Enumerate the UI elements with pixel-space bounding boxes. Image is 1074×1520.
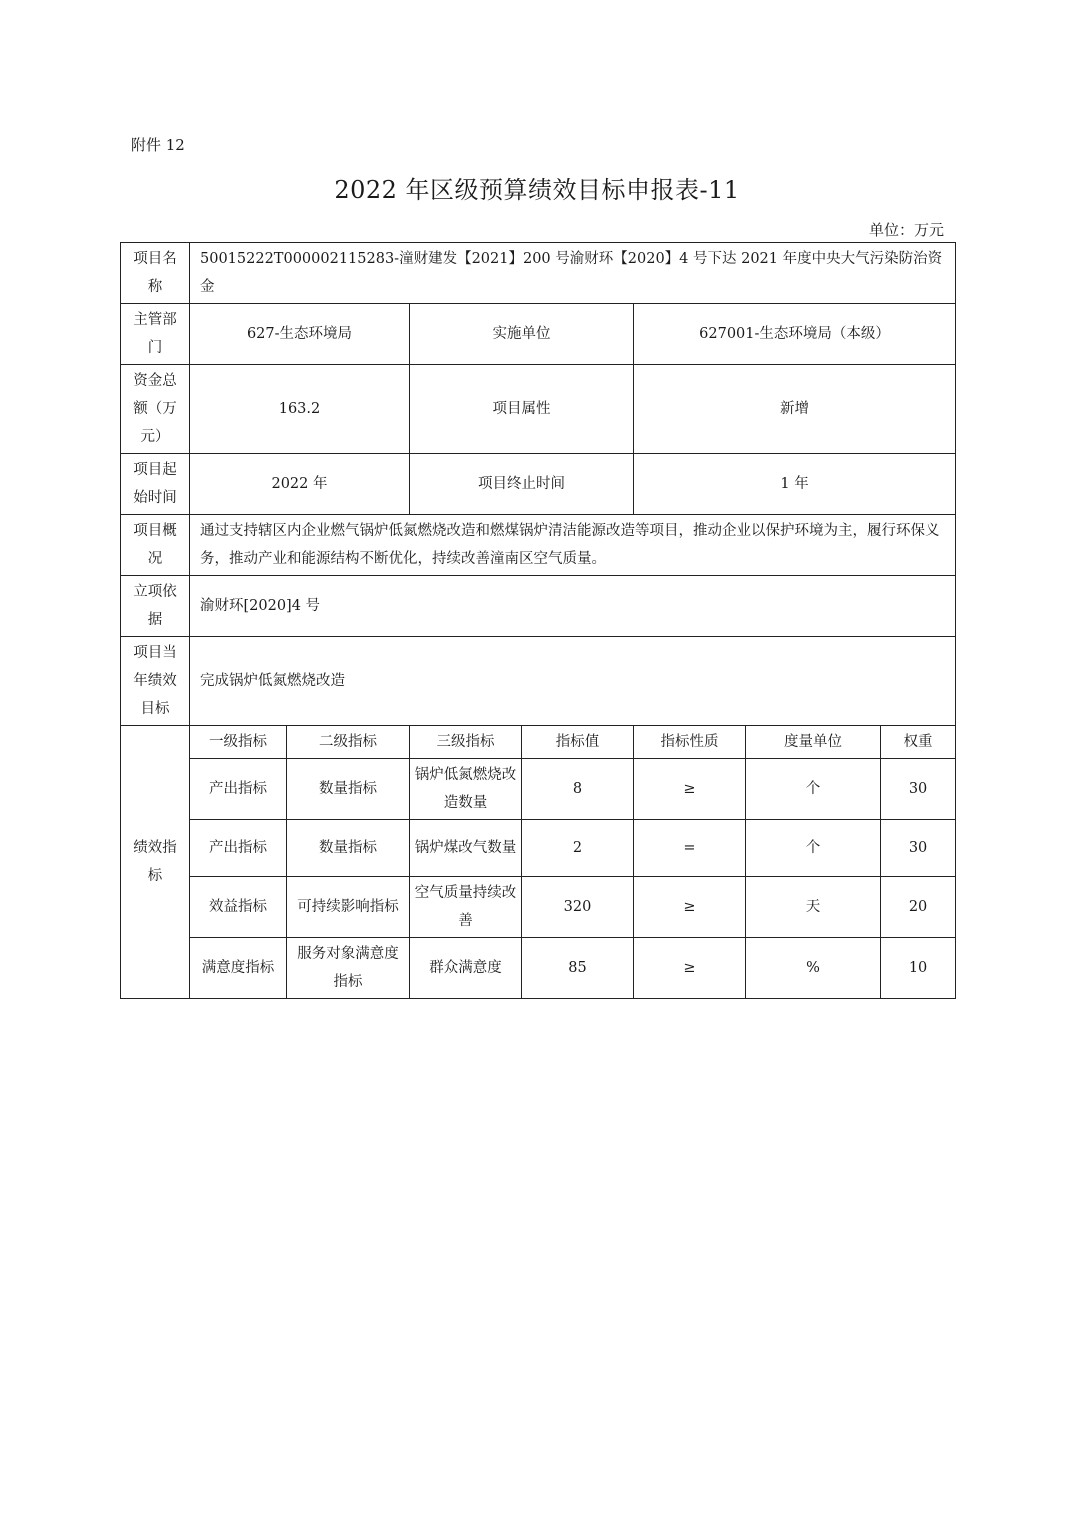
- overview-label: 项目概况: [121, 515, 190, 576]
- header-level2: 二级指标: [287, 726, 410, 759]
- indicator-level3: 空气质量持续改善: [410, 877, 522, 938]
- indicator-unit: 天: [746, 877, 881, 938]
- indicator-level2: 服务对象满意度指标: [287, 938, 410, 999]
- indicator-level3: 群众满意度: [410, 938, 522, 999]
- indicator-level2: 数量指标: [287, 759, 410, 820]
- fund-total-label: 资金总额（万元）: [121, 365, 190, 454]
- indicator-value: 8: [522, 759, 634, 820]
- indicator-level1: 满意度指标: [190, 938, 287, 999]
- indicator-weight: 10: [881, 938, 956, 999]
- indicator-level1: 产出指标: [190, 820, 287, 877]
- header-nature: 指标性质: [634, 726, 746, 759]
- indicator-unit: 个: [746, 759, 881, 820]
- header-level1: 一级指标: [190, 726, 287, 759]
- fund-total-value: 163.2: [190, 365, 410, 454]
- annual-goal-label: 项目当年绩效目标: [121, 637, 190, 726]
- end-time-value: 1 年: [634, 454, 956, 515]
- indicator-row: [121, 820, 956, 877]
- department-value: 627-生态环境局: [190, 304, 410, 365]
- header-level3: 三级指标: [410, 726, 522, 759]
- overview-value: 通过支持辖区内企业燃气锅炉低氮燃烧改造和燃煤锅炉清洁能源改造等项目，推动企业以保护环境为主，履行环保义务，推动产业和能源结构不断优化，持续改善潼南区空气质量。: [190, 515, 956, 576]
- row-project-time: [121, 454, 956, 515]
- start-time-label: 项目起始时间: [121, 454, 190, 515]
- page-title: 2022 年区级预算绩效目标申报表-11: [334, 176, 740, 204]
- row-fund-total: [121, 365, 956, 454]
- project-name-value: 50015222T000002115283-潼财建发【2021】200 号渝财环【2020】4 号下达 2021 年度中央大气污染防治资金: [190, 243, 956, 304]
- implementing-unit-label: 实施单位: [410, 304, 634, 365]
- indicators-label: 绩效指标: [121, 726, 190, 999]
- indicator-value: 85: [522, 938, 634, 999]
- row-project-name: [121, 243, 956, 304]
- department-label: 主管部门: [121, 304, 190, 365]
- indicator-row: [121, 877, 956, 938]
- start-time-value: 2022 年: [190, 454, 410, 515]
- indicator-nature: ≥: [634, 759, 746, 820]
- project-name-label: 项目名称: [121, 243, 190, 304]
- indicator-value: 320: [522, 877, 634, 938]
- header-unit: 度量单位: [746, 726, 881, 759]
- project-attribute-value: 新增: [634, 365, 956, 454]
- basis-value: 渝财环[2020]4 号: [190, 576, 956, 637]
- end-time-label: 项目终止时间: [410, 454, 634, 515]
- indicator-unit: %: [746, 938, 881, 999]
- indicator-nature: ≥: [634, 938, 746, 999]
- row-annual-goal: [121, 637, 956, 726]
- budget-performance-form: [120, 242, 956, 999]
- basis-label: 立项依据: [121, 576, 190, 637]
- indicator-level1: 产出指标: [190, 759, 287, 820]
- row-overview: [121, 515, 956, 576]
- indicator-value: 2: [522, 820, 634, 877]
- indicator-level2: 数量指标: [287, 820, 410, 877]
- indicator-nature: =: [634, 820, 746, 877]
- annual-goal-value: 完成锅炉低氮燃烧改造: [190, 637, 956, 726]
- header-weight: 权重: [881, 726, 956, 759]
- indicator-level2: 可持续影响指标: [287, 877, 410, 938]
- indicator-header-row: [121, 726, 956, 759]
- row-basis: [121, 576, 956, 637]
- attachment-number: 附件 12: [131, 136, 185, 154]
- indicator-level3: 锅炉煤改气数量: [410, 820, 522, 877]
- indicator-level3: 锅炉低氮燃烧改造数量: [410, 759, 522, 820]
- indicator-unit: 个: [746, 820, 881, 877]
- implementing-unit-value: 627001-生态环境局（本级）: [634, 304, 956, 365]
- indicator-nature: ≥: [634, 877, 746, 938]
- header-value: 指标值: [522, 726, 634, 759]
- project-attribute-label: 项目属性: [410, 365, 634, 454]
- currency-unit: 单位：万元: [868, 221, 944, 239]
- indicator-row: [121, 759, 956, 820]
- row-department: [121, 304, 956, 365]
- indicator-level1: 效益指标: [190, 877, 287, 938]
- indicator-weight: 30: [881, 820, 956, 877]
- indicator-row: [121, 938, 956, 999]
- indicator-weight: 20: [881, 877, 956, 938]
- indicator-weight: 30: [881, 759, 956, 820]
